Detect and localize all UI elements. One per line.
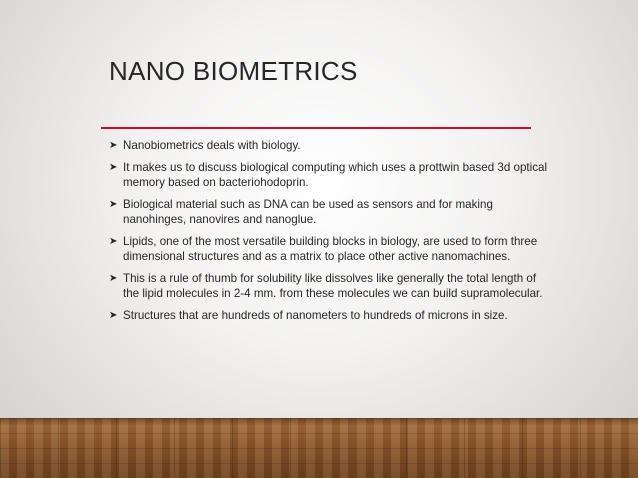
bullet-item (109, 234, 549, 265)
arrow-bullet-icon: ➤ (109, 140, 118, 151)
floor-shadow (0, 418, 638, 426)
bullet-text: It makes us to discuss biological computing which uses a prottwin based 3d optical memory based on bacteriohodoprin. (123, 160, 548, 189)
arrow-bullet-icon: ➤ (109, 235, 118, 247)
bullet-text: Lipids, one of the most versatile building blocks in biology, are used to form three dimensional structures and as a matrix to place other active nanomachines. (123, 234, 538, 263)
bullet-text: Biological material such as DNA can be used as sensors and for making nanohinges, nanovires and nanoglue. (123, 197, 493, 226)
bullet-item (109, 308, 549, 324)
bullet-item (109, 197, 549, 228)
bullet-text: Nanobiometrics deals with biology. (123, 139, 301, 152)
bullet-item (109, 138, 549, 154)
slide-title: NANO BIOMETRICS (109, 56, 358, 86)
bullet-item (109, 271, 549, 302)
bullet-text: This is a rule of thumb for solubility like dissolves like generally the total length of the lipid molecules in 2-4 mm. from these molecules we can build supramolecular. (123, 271, 543, 300)
arrow-bullet-icon: ➤ (109, 309, 118, 321)
bullet-text: Structures that are hundreds of nanometers to hundreds of microns in size. (123, 308, 508, 322)
arrow-bullet-icon: ➤ (109, 198, 118, 210)
arrow-bullet-icon: ➤ (109, 272, 118, 284)
title-divider (101, 127, 531, 129)
bullet-item (109, 160, 549, 191)
bullet-list (109, 138, 549, 329)
arrow-bullet-icon: ➤ (109, 161, 118, 173)
wood-floor-background (0, 418, 638, 478)
